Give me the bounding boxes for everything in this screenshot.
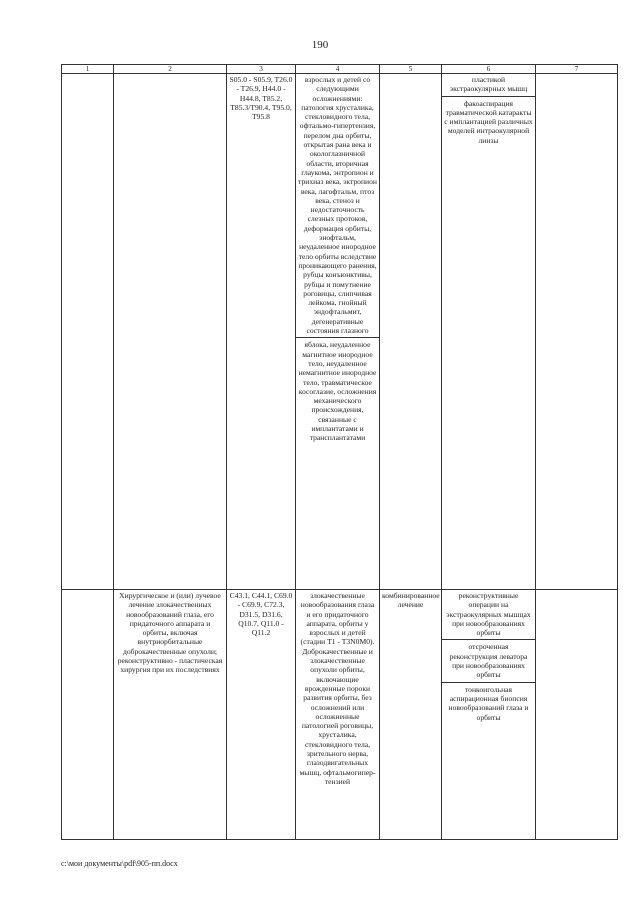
procedures-table	[61, 64, 618, 840]
row1-diagnosis-part2: яблока, неудаленное магнитное инородное тело, неудаленное немагнитное инородное тело, травматическое косоглазие, осложнения механического происхождения, связанные с имплантатами и трансплантатами	[296, 337, 379, 442]
row2-col7	[536, 590, 618, 840]
table-row	[62, 590, 618, 840]
row2-icd-codes: C43.1, C44.1, C69.0 - C69.9, C72.3, D31.5, D31.6, Q10.7, Q11.0 - Q11.2	[227, 590, 296, 840]
row2-treatment-type: комбинированное лечение	[380, 590, 442, 840]
row2-method-2: отсроченная реконструкция леватора при новообразованиях орбиты	[442, 639, 535, 679]
header-col-1: 1	[62, 65, 114, 74]
row2-col1	[62, 590, 114, 840]
row1-diagnosis	[296, 74, 380, 590]
page-number: 190	[311, 39, 329, 51]
row2-method-3: тонкоигольная аспирационная биопсия новообразований глаза и орбиты	[442, 682, 535, 722]
row1-col5	[380, 74, 442, 590]
footer-file-path: c:\мои документы\pdf\905-пп.docx	[61, 859, 178, 868]
row2-profile: Хирургическое и (или) лучевое лечение злокачественных новообразований глаза, его придаточного аппарата и орбиты, включая внутриорбитальные доброкачественные опухоли; реконструктивно - пластическая хирургия при их последствиях	[114, 590, 227, 840]
row1-method-1: пластикой экстраокулярных мышц	[449, 75, 528, 94]
row1-col7	[536, 74, 618, 590]
table-row	[62, 74, 618, 590]
header-col-3: 3	[227, 65, 296, 74]
row1-methods	[442, 74, 536, 590]
row1-method-2: факоаспирация травматической катаракты с имплантацией различных моделей интраокулярной линзы	[442, 96, 535, 145]
row2-diagnosis: злокачественные новообразования глаза и его придаточного аппарата, орбиты у взрослых и детей (стадии T1 - T3N0M0). Доброкачественные и злокачественные опухоли орбиты, включающие врожденные пороки развития орбиты, без осложнений или осложненные патологией роговицы, хрусталика, стекловидного тела, зрительного нерва, глазодвигательных мышц, офтальмогипер-тензией	[296, 590, 380, 840]
row2-methods	[442, 590, 536, 840]
row1-col2	[114, 74, 227, 590]
header-col-6: 6	[442, 65, 536, 74]
row1-col1	[62, 74, 114, 590]
header-col-2: 2	[114, 65, 227, 74]
header-col-7: 7	[536, 65, 618, 74]
header-col-4: 4	[296, 65, 380, 74]
row2-method-1: реконструктивные операции на экстраокулярных мышцах при новообразованиях орбиты	[446, 591, 531, 638]
row1-diagnosis-part1: взрослых и детей со следующими осложнениями: патология хрусталика, стекловидного тела, офтальмо-гипертензия, перелом дна орбиты, открытая рана века и окологлазничной области, вторичная глаукома, энтропион и трихиаз века, эктропион века, лагофтальм, птоз века, стеноз и недостаточность слезных протоков, деформация орбиты, энофтальм, неудаленное инородное тело орбиты вследствие проникающего ранения, рубцы конъюнктивы, рубцы и помутнение роговицы, слипчивая лейкома, гнойный эндофтальмит, дегенеративные состояния глазного	[298, 75, 377, 336]
header-col-5: 5	[380, 65, 442, 74]
table-header-row	[62, 65, 618, 74]
row1-icd-codes: S05.0 - S05.9, T26.0 - T26.9, H44.0 - H44.8, T85.2, T85.3/T90.4, T95.0, T95.8	[227, 74, 296, 590]
